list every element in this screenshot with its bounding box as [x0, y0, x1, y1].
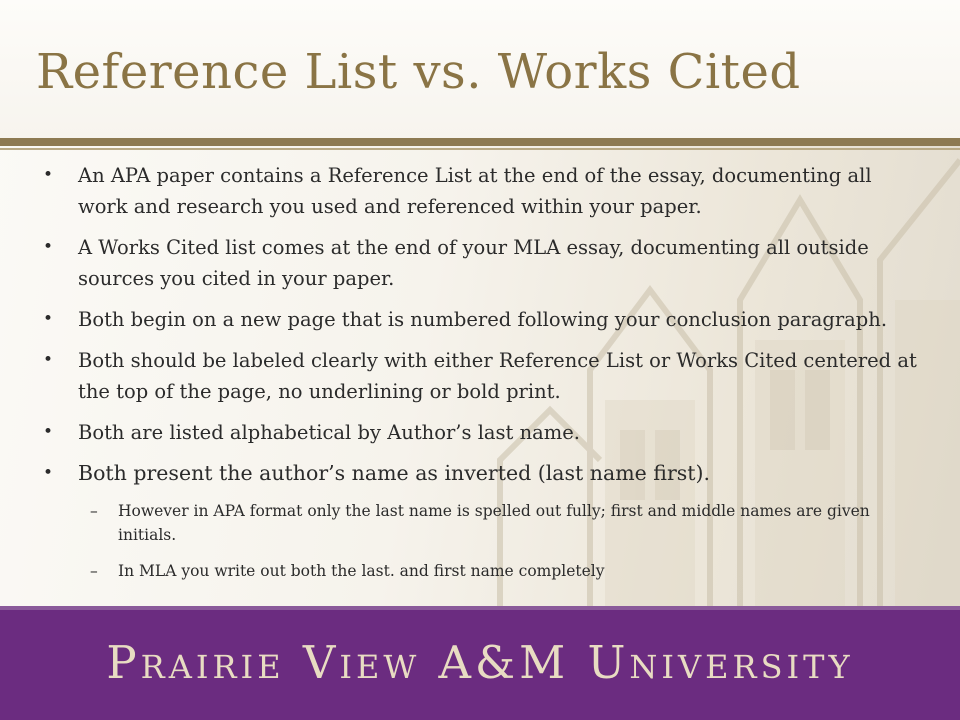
slide-content	[40, 160, 920, 595]
bullet-dot: •	[43, 237, 54, 257]
bullet-list	[40, 160, 920, 489]
bullet-dot: •	[43, 165, 54, 185]
sub-bullet-item	[40, 499, 920, 547]
bullet-dot: •	[43, 309, 54, 329]
bullet-dot: •	[43, 463, 54, 483]
bullet-dot: •	[43, 422, 54, 442]
bullet-text: Both are listed alphabetical by Author’s last name.	[78, 421, 581, 444]
bullet-text: Both should be labeled clearly with either Reference List or Works Cited centered at the top of the page, no underlining or bold print.	[78, 349, 917, 403]
bullet-item	[40, 345, 920, 407]
bullet-text: Both begin on a new page that is numbered following your conclusion paragraph.	[78, 308, 888, 331]
sub-bullet-item	[40, 559, 920, 583]
university-wordmark: Prairie View A&M University	[106, 636, 854, 689]
bullet-text: A Works Cited list comes at the end of your MLA essay, documenting all outside sources you cited in your paper.	[78, 236, 869, 290]
slide-title: Reference List vs. Works Cited	[36, 44, 801, 100]
bullet-item	[40, 417, 920, 448]
bullet-item	[40, 160, 920, 222]
bullet-text: Both present the author’s name as inverted (last name first).	[78, 461, 711, 485]
sub-bullet-dash: –	[90, 502, 98, 520]
sub-bullet-dash: –	[90, 562, 98, 580]
bullet-item	[40, 458, 920, 489]
bullet-dot: •	[43, 350, 54, 370]
title-rule-thin	[0, 148, 960, 150]
sub-bullet-text: In MLA you write out both the last. and first name completely	[118, 562, 605, 580]
bullet-item	[40, 232, 920, 294]
sub-bullet-list	[40, 499, 920, 583]
title-rule	[0, 138, 960, 146]
bullet-item	[40, 304, 920, 335]
sub-bullet-text: However in APA format only the last name is spelled out fully; first and middle names are given initials.	[118, 502, 870, 544]
bullet-text: An APA paper contains a Reference List at the end of the essay, documenting all work and research you used and referenced within your paper.	[78, 164, 872, 218]
